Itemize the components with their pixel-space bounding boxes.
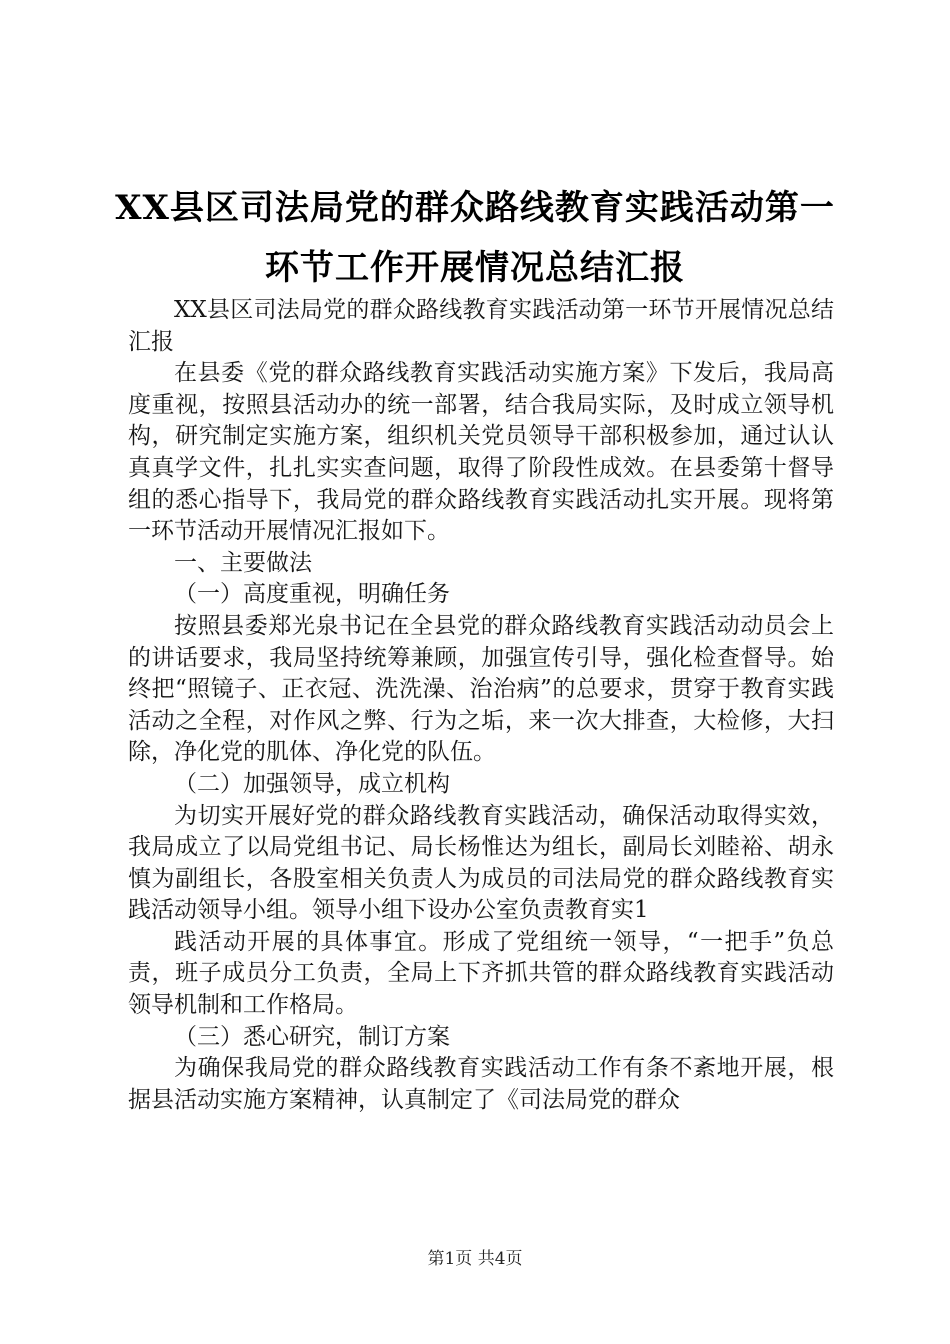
subsection-heading: （三）悉心研究，制订方案 — [174, 1023, 450, 1050]
subtitle-paragraph: XX县区司法局党的群众路线教育实践活动第一环节开展情况总结汇报 — [128, 297, 834, 355]
document-body — [128, 295, 834, 1116]
body-paragraph: 为确保我局党的群众路线教育实践活动工作有条不紊地开展，根据县活动实施方案精神，认真制定了《司法局党的群众 — [128, 1055, 834, 1113]
intro-paragraph: 在县委《党的群众路线教育实践活动实施方案》下发后，我局高度重视，按照县活动办的统一部署，结合我局实际，及时成立领导机构，研究制定实施方案，组织机关党员领导干部积极参加，通过认认真真学文件，扎扎实实查问题，取得了阶段性成效。在县委第十督导组的悉心指导下，我局党的群众路线教育实践活动扎实开展。现将第一环节活动开展情况汇报如下。 — [128, 360, 834, 545]
document-title: XX县区司法局党的群众路线教育实践活动第一环节工作开展情况总结汇报 — [115, 188, 835, 288]
body-paragraph: 为切实开展好党的群众路线教育实践活动，确保活动取得实效，我局成立了以局党组书记、局长杨惟达为组长，副局长刘睦裕、胡永慎为副组长，各股室相关负责人为成员的司法局党的群众路线教育实践活动领导小组。领导小组下设办公室负责教育实1 — [128, 802, 834, 924]
body-paragraph: 践活动开展的具体事宜。形成了党组统一领导，“一把手”负总责，班子成员分工负责，全局上下齐抓共管的群众路线教育实践活动领导机制和工作格局。 — [128, 928, 834, 1019]
subsection-heading: （一）高度重视，明确任务 — [174, 581, 450, 608]
body-paragraph: 按照县委郑光泉书记在全县党的群众路线教育实践活动动员会上的讲话要求，我局坚持统筹兼顾，加强宣传引导，强化检查督导。始终把“照镜子、正衣冠、洗洗澡、治治病”的总要求，贯穿于教育实践活动之全程，对作风之弊、行为之垢，来一次大排查，大检修，大扫除，净化党的肌体、净化党的队伍。 — [128, 612, 834, 766]
page-footer: 第1页 共4页 — [427, 1249, 523, 1269]
section-heading: 一、主要做法 — [174, 549, 312, 576]
subsection-heading: （二）加强领导，成立机构 — [174, 770, 450, 797]
